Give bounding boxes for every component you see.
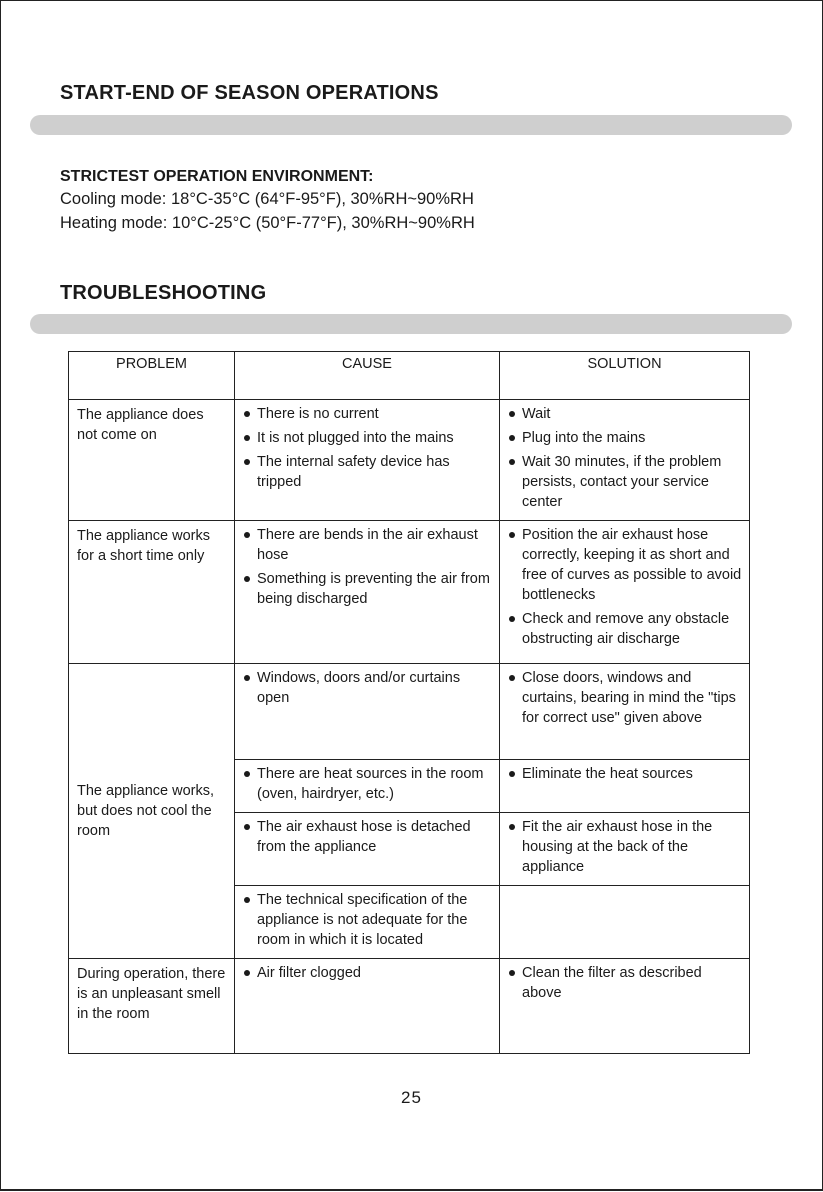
cause-item: Air filter clogged (243, 963, 493, 983)
problem-cell (69, 959, 235, 1054)
cooling-mode-line: Cooling mode: 18°C-35°C (64°F-95°F), 30%RH~90%RH (60, 190, 474, 208)
solution-cell (500, 664, 750, 760)
table-header-row (69, 352, 750, 400)
solution-cell (500, 959, 750, 1054)
solution-cell (500, 813, 750, 886)
cause-item: There are bends in the air exhaust hose (243, 525, 493, 565)
solution-cell (500, 521, 750, 664)
solution-cell (500, 760, 750, 813)
problem-text: The appliance works for a short time only (77, 528, 210, 564)
solution-item: Wait (508, 404, 743, 424)
environment-heading: STRICTEST OPERATION ENVIRONMENT: (60, 168, 374, 185)
page-number: 25 (401, 1088, 422, 1107)
cause-cell (235, 400, 500, 521)
problem-cell (69, 521, 235, 664)
table-row (69, 521, 750, 664)
cause-cell (235, 521, 500, 664)
cause-item: Something is preventing the air from being discharged (243, 569, 493, 609)
cause-cell (235, 886, 500, 959)
solution-item: Wait 30 minutes, if the problem persists, contact your service center (508, 452, 743, 512)
solution-item: Position the air exhaust hose correctly, keeping it as short and free of curves as possible to avoid bottlenecks (508, 525, 743, 605)
problem-text: The appliance works, but does not cool the room (77, 783, 215, 839)
solution-item: Check and remove any obstacle obstructing air discharge (508, 609, 743, 649)
troubleshooting-table (68, 351, 750, 1054)
cause-cell (235, 760, 500, 813)
problem-cell (69, 400, 235, 521)
environment-block (60, 168, 475, 238)
cause-item: The technical specification of the appliance is not adequate for the room in which it is located (243, 890, 493, 950)
problem-text: During operation, there is an unpleasant smell in the room (77, 966, 226, 1022)
solution-item: Close doors, windows and curtains, bearing in mind the "tips for correct use" given above (508, 668, 743, 728)
cause-cell (235, 813, 500, 886)
cause-item: It is not plugged into the mains (243, 428, 493, 448)
troubleshooting-title: TROUBLESHOOTING (60, 282, 267, 304)
table-row (69, 959, 750, 1054)
solution-cell-empty (500, 886, 750, 959)
cause-cell (235, 664, 500, 760)
season-divider (30, 115, 792, 135)
solution-item: Plug into the mains (508, 428, 743, 448)
solution-cell (500, 400, 750, 521)
troubleshooting-divider (30, 314, 792, 334)
cause-item: The internal safety device has tripped (243, 452, 493, 492)
problem-text: The appliance does not come on (77, 407, 204, 443)
header-cause: CAUSE (235, 352, 500, 400)
header-solution: SOLUTION (500, 352, 750, 400)
table-row (69, 664, 750, 760)
cause-item: There are heat sources in the room (oven, hairdryer, etc.) (243, 764, 493, 804)
season-title: START-END OF SEASON OPERATIONS (60, 82, 439, 104)
problem-cell (69, 664, 235, 959)
cause-item: There is no current (243, 404, 493, 424)
cause-item: The air exhaust hose is detached from the appliance (243, 817, 493, 857)
header-problem: PROBLEM (69, 352, 235, 400)
cause-cell (235, 959, 500, 1054)
solution-item: Eliminate the heat sources (508, 764, 743, 784)
cause-item: Windows, doors and/or curtains open (243, 668, 493, 708)
solution-item: Clean the filter as described above (508, 963, 743, 1003)
heating-mode-line: Heating mode: 10°C-25°C (50°F-77°F), 30%RH~90%RH (60, 214, 475, 232)
solution-item: Fit the air exhaust hose in the housing at the back of the appliance (508, 817, 743, 877)
table-row (69, 400, 750, 521)
